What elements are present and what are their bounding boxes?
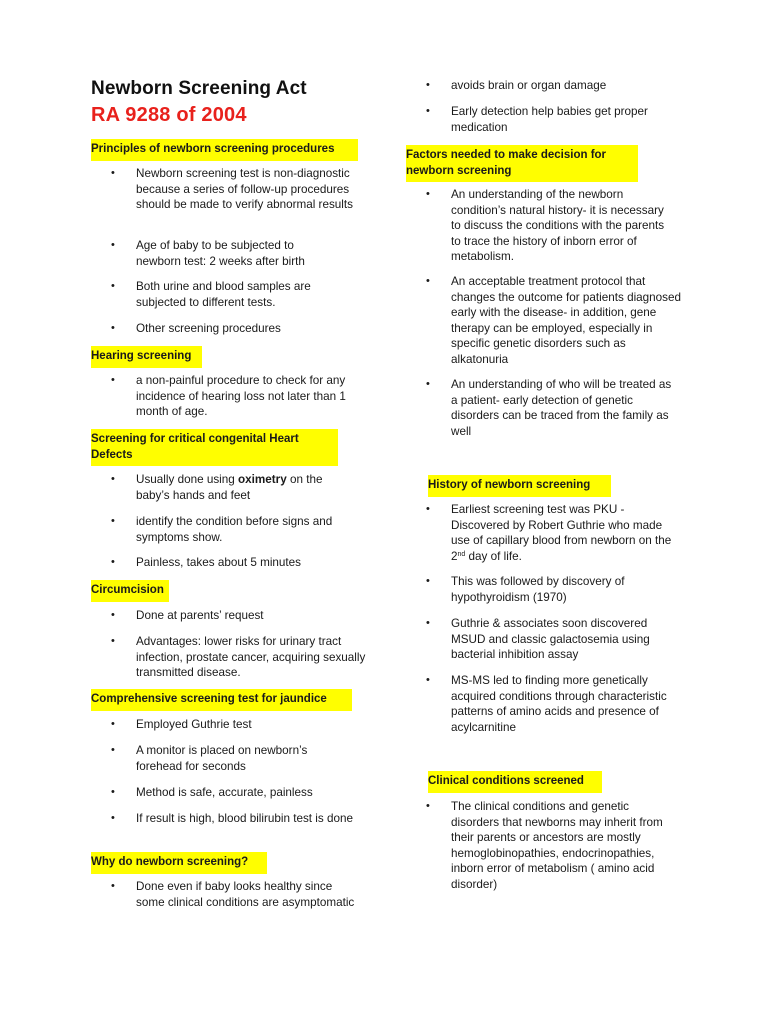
list-item	[426, 187, 676, 265]
list-item	[111, 743, 341, 774]
bullet-icon: •	[426, 275, 430, 287]
list-item-text: If result is high, blood bilirubin test is done	[136, 812, 353, 825]
list-item	[111, 373, 361, 420]
list-item	[111, 279, 351, 310]
bullet-icon: •	[111, 239, 115, 251]
list-item-text: Both urine and blood samples are subjected to different tests.	[136, 280, 311, 309]
list-item-text: Newborn screening test is non-diagnostic because a series of follow-up procedures should be made to verify abnormal results	[136, 167, 353, 211]
list-item	[426, 104, 681, 135]
list-item	[111, 811, 356, 827]
bullet-icon: •	[426, 617, 430, 629]
list-item	[111, 608, 356, 624]
emphasis-oximetry: oximetry	[238, 473, 287, 486]
list-item-text: Employed Guthrie test	[136, 718, 252, 731]
list-item	[426, 799, 666, 892]
bullet-icon: •	[426, 575, 430, 587]
bullet-icon: •	[426, 503, 430, 515]
bullet-icon: •	[426, 79, 430, 91]
list-item	[426, 616, 676, 663]
section-heading-heart: Screening for critical congenital Heart Defects	[91, 429, 338, 466]
bullet-icon: •	[426, 674, 430, 686]
bullet-icon: •	[111, 515, 115, 527]
bullet-icon: •	[426, 105, 430, 117]
bullet-icon: •	[111, 744, 115, 756]
section-heading-principles: Principles of newborn screening procedures	[91, 139, 358, 161]
list-item-text: Method is safe, accurate, painless	[136, 786, 313, 799]
bullet-icon: •	[111, 374, 115, 386]
list-item	[111, 634, 366, 681]
list-item	[111, 879, 361, 910]
list-item-text: An understanding of who will be treated as a patient- early detection of genetic disorders can be traced from the family as well	[451, 378, 672, 438]
list-item-text: The clinical conditions and genetic disorders that newborns may inherit from their parents or ancestors are mostly hemoglobinopathies, endocrinopathies, inborn error of metabolism ( amino acid disorder)	[451, 800, 663, 891]
list-item-text: MS-MS led to finding more genetically acquired conditions through characteristic patterns of amino acids and presence of acylcarnitine	[451, 674, 667, 734]
bullet-icon: •	[111, 609, 115, 621]
list-item-text: An acceptable treatment protocol that changes the outcome for patients diagnosed early with the disease- in addition, gene therapy can be employed, especially in specific genetic disorders such as alkatonuria	[451, 275, 682, 366]
list-item-text: Advantages: lower risks for urinary tract infection, prostate cancer, acquiring sexually transmitted disease.	[136, 635, 366, 679]
document-title: Newborn Screening Act	[91, 78, 307, 99]
list-item	[111, 321, 356, 337]
list-item-text: Painless, takes about 5 minutes	[136, 556, 302, 569]
list-item	[426, 377, 676, 439]
bullet-icon: •	[111, 880, 115, 892]
section-heading-hearing: Hearing screening	[91, 346, 202, 368]
list-item-text: Age of baby to be subjected to newborn test: 2 weeks after birth	[136, 239, 305, 268]
bullet-icon: •	[111, 473, 115, 485]
list-item	[426, 274, 682, 367]
list-item-text: This was followed by discovery of hypothyroidism (1970)	[451, 575, 625, 604]
list-item-text: Early detection help babies get proper medication	[451, 105, 648, 134]
bullet-icon: •	[426, 188, 430, 200]
list-item	[111, 514, 361, 545]
list-item	[111, 166, 356, 213]
section-heading-circumcision: Circumcision	[91, 580, 169, 602]
bullet-icon: •	[111, 812, 115, 824]
list-item	[426, 673, 681, 735]
bullet-icon: •	[111, 718, 115, 730]
bullet-icon: •	[426, 800, 430, 812]
list-item-text: a non-painful procedure to check for any incidence of hearing loss not later than 1 month of age.	[136, 374, 346, 418]
bullet-icon: •	[111, 786, 115, 798]
bullet-icon: •	[111, 322, 115, 334]
bullet-icon: •	[111, 635, 115, 647]
list-item-text: Done even if baby looks healthy since some clinical conditions are asymptomatic	[136, 880, 355, 909]
bullet-icon: •	[111, 556, 115, 568]
list-item-text-pre: Usually done using	[136, 473, 239, 486]
list-item	[426, 78, 681, 94]
section-heading-why: Why do newborn screening?	[91, 852, 267, 874]
list-item-text-post: on the baby’s hands and feet	[136, 473, 323, 502]
list-item	[111, 785, 356, 801]
list-item-text: Other screening procedures	[136, 322, 281, 335]
list-item-text-pre: Earliest screening test was PKU - Discovered by Robert Guthrie who made use of capillary blood from newborn on the 2	[451, 503, 672, 563]
document-subtitle: RA 9288 of 2004	[91, 104, 247, 126]
list-item	[426, 574, 656, 605]
list-item-text: Done at parents’ request	[136, 609, 264, 622]
list-item-text: avoids brain or organ damage	[451, 79, 607, 92]
list-item	[111, 238, 336, 269]
list-item-text: An understanding of the newborn condition’s natural history- it is necessary to discuss the conditions with the parents to trace the history of inborn error of metabolism.	[451, 188, 665, 263]
list-item	[111, 472, 351, 503]
section-heading-clinical: Clinical conditions screened	[428, 771, 602, 793]
section-heading-history: History of newborn screening	[428, 475, 611, 497]
section-heading-factors: Factors needed to make decision for newborn screening	[406, 145, 638, 182]
section-heading-jaundice: Comprehensive screening test for jaundice	[91, 689, 352, 711]
superscript-nd: nd	[457, 550, 466, 558]
list-item-text: Guthrie & associates soon discovered MSUD and classic galactosemia using bacterial inhibition assay	[451, 617, 650, 661]
list-item-text: identify the condition before signs and symptoms show.	[136, 515, 333, 544]
list-item-text-post: day of life.	[465, 549, 522, 563]
list-item	[111, 717, 356, 733]
bullet-icon: •	[111, 167, 115, 179]
list-item	[111, 555, 356, 571]
list-item-text: A monitor is placed on newborn’s forehead for seconds	[136, 744, 308, 773]
bullet-icon: •	[426, 378, 430, 390]
bullet-icon: •	[111, 280, 115, 292]
list-item	[426, 502, 676, 564]
